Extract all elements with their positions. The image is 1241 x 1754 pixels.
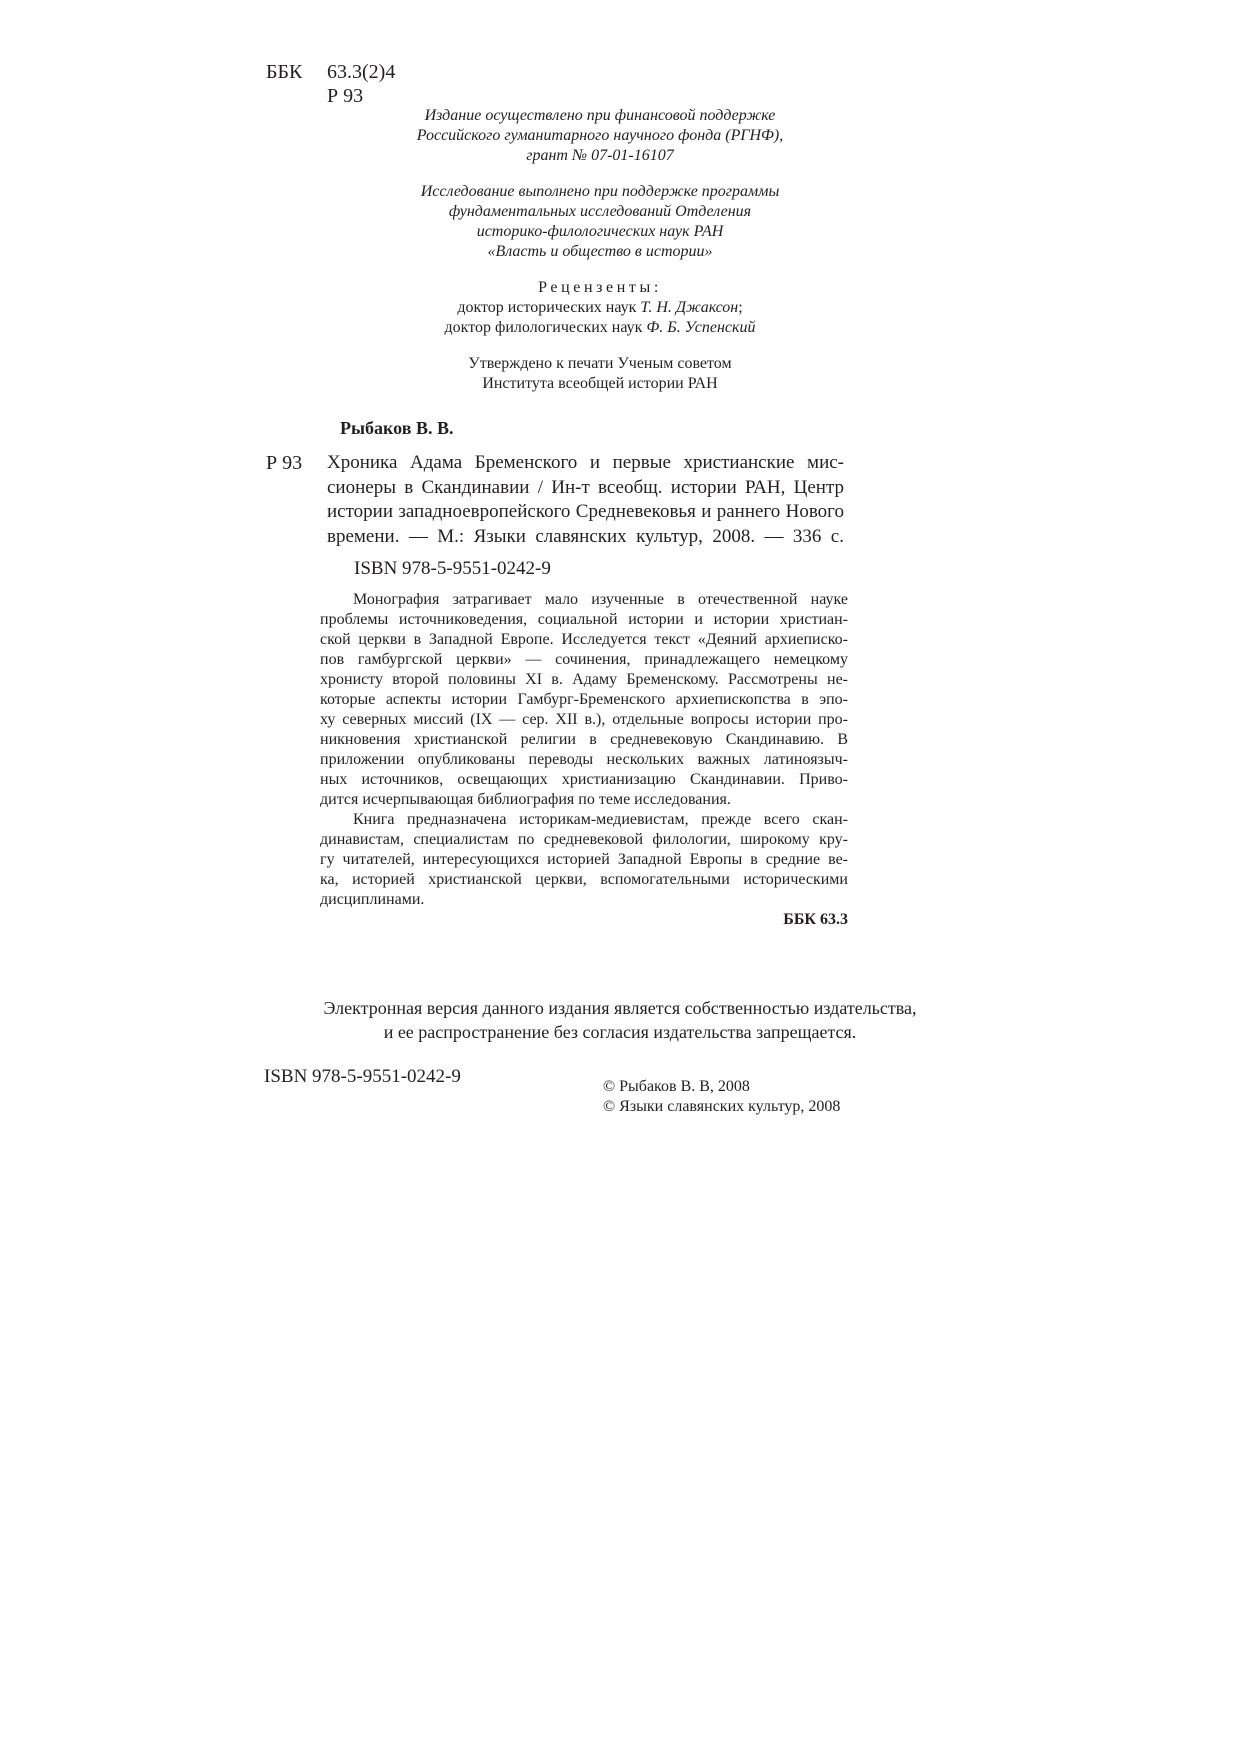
abstract-bbk: ББК 63.3 xyxy=(783,911,848,928)
abstract-line: ка, историей христианской церкви, вспомогательными историческими xyxy=(320,871,848,888)
catalog-mark: Р 93 xyxy=(266,452,303,474)
research-support-block xyxy=(350,182,850,262)
funding-block xyxy=(350,106,850,166)
reviewers-block xyxy=(350,278,850,338)
catalog-description xyxy=(327,451,844,549)
abstract-paragraph-1 xyxy=(320,590,848,810)
copyright-block xyxy=(603,1077,840,1117)
research-line: Исследование выполнено при поддержке программы xyxy=(420,183,780,200)
abstract-line: Монография затрагивает мало изученные в отечественной науке xyxy=(353,591,848,608)
abstract-line: проблемы источниковедения, социальной истории и истории христиан- xyxy=(320,611,848,628)
bbk-code: 63.3(2)4 xyxy=(327,61,396,83)
electronic-notice xyxy=(220,996,1020,1044)
abstract-line: пов гамбургской церкви» — сочинения, принадлежащего немецкому xyxy=(320,651,848,668)
reviewer-degree: доктор филологических наук xyxy=(444,319,643,336)
research-line: фундаментальных исследований Отделения xyxy=(448,203,752,220)
author-mark: Р 93 xyxy=(327,85,364,107)
abstract-line: ных источников, освещающих христианизацию Скандинавии. Приво- xyxy=(320,771,848,788)
abstract-line: которые аспекты истории Гамбург-Бременского архиепископства в эпо- xyxy=(320,691,848,708)
research-line: историко-филологических наук РАН xyxy=(476,223,724,240)
research-line: «Власть и общество в истории» xyxy=(487,243,713,260)
author-heading: Рыбаков В. В. xyxy=(340,418,454,438)
approval-line: Утверждено к печати Ученым советом xyxy=(468,355,732,372)
abstract-line: никновения христианской религии в средневековую Скандинавию. В xyxy=(320,731,848,748)
reviewers-title: Рецензенты: xyxy=(538,279,662,296)
abstract-line: Книга предназначена историкам-медиевистам, прежде всего скан- xyxy=(353,811,848,828)
funding-line: Издание осуществлено при финансовой поддержке xyxy=(424,107,776,124)
reviewer-name: Ф. Б. Успенский xyxy=(646,319,756,336)
catalog-isbn: ISBN 978-5-9551-0242-9 xyxy=(354,558,551,579)
abstract-line: гу читателей, интересующихся историей Западной Европы в средние ве- xyxy=(320,851,848,868)
reviewer-name: Т. Н. Джаксон xyxy=(640,299,739,316)
copyright-line: © Рыбаков В. В, 2008 xyxy=(603,1078,750,1095)
footer-isbn: ISBN 978-5-9551-0242-9 xyxy=(264,1066,461,1087)
reviewer-line xyxy=(350,318,850,338)
funding-line: грант № 07-01-16107 xyxy=(526,147,674,164)
catalog-line: времени. — М.: Языки славянских культур, 2008. — 336 с. xyxy=(327,525,844,547)
catalog-line: сионеры в Скандинавии / Ин-т всеобщ. истории РАН, Центр xyxy=(327,476,844,498)
funding-line: Российского гуманитарного научного фонда (РГНФ), xyxy=(416,127,784,144)
notice-line: и ее распространение без согласия издательства запрещается. xyxy=(383,1022,857,1042)
copyright-line: © Языки славянских культур, 2008 xyxy=(603,1098,841,1115)
notice-line: Электронная версия данного издания является собственностью издательства, xyxy=(323,998,917,1018)
abstract-line: динавистам, специалистам по средневековой филологии, широкому кру- xyxy=(320,831,848,848)
reviewer-end: ; xyxy=(738,299,743,316)
abstract-line: хронисту второй половины XI в. Адаму Бременскому. Рассмотрены не- xyxy=(320,671,848,688)
reviewer-degree: доктор исторических наук xyxy=(457,299,637,316)
approval-block xyxy=(350,354,850,394)
abstract-line: ской церкви в Западной Европе. Исследуется текст «Деяний архиеписко- xyxy=(320,631,848,648)
abstract-line: дисциплинами. xyxy=(320,891,425,908)
catalog-line: Хроника Адама Бременского и первые христианские мис- xyxy=(327,452,844,473)
catalog-line: истории западноевропейского Средневековья и раннего Нового xyxy=(327,501,844,522)
reviewer-line xyxy=(350,298,850,318)
abstract-line: приложении опубликованы переводы нескольких важных латиноязыч- xyxy=(320,751,848,768)
abstract-paragraph-2 xyxy=(320,810,848,910)
bbk-label: ББК xyxy=(266,61,303,83)
abstract-line: дится исчерпывающая библиография по теме исследования. xyxy=(320,791,731,808)
abstract-line: ху северных миссий (IX — сер. XII в.), отдельные вопросы истории про- xyxy=(320,711,848,728)
approval-line: Института всеобщей истории РАН xyxy=(482,375,718,392)
